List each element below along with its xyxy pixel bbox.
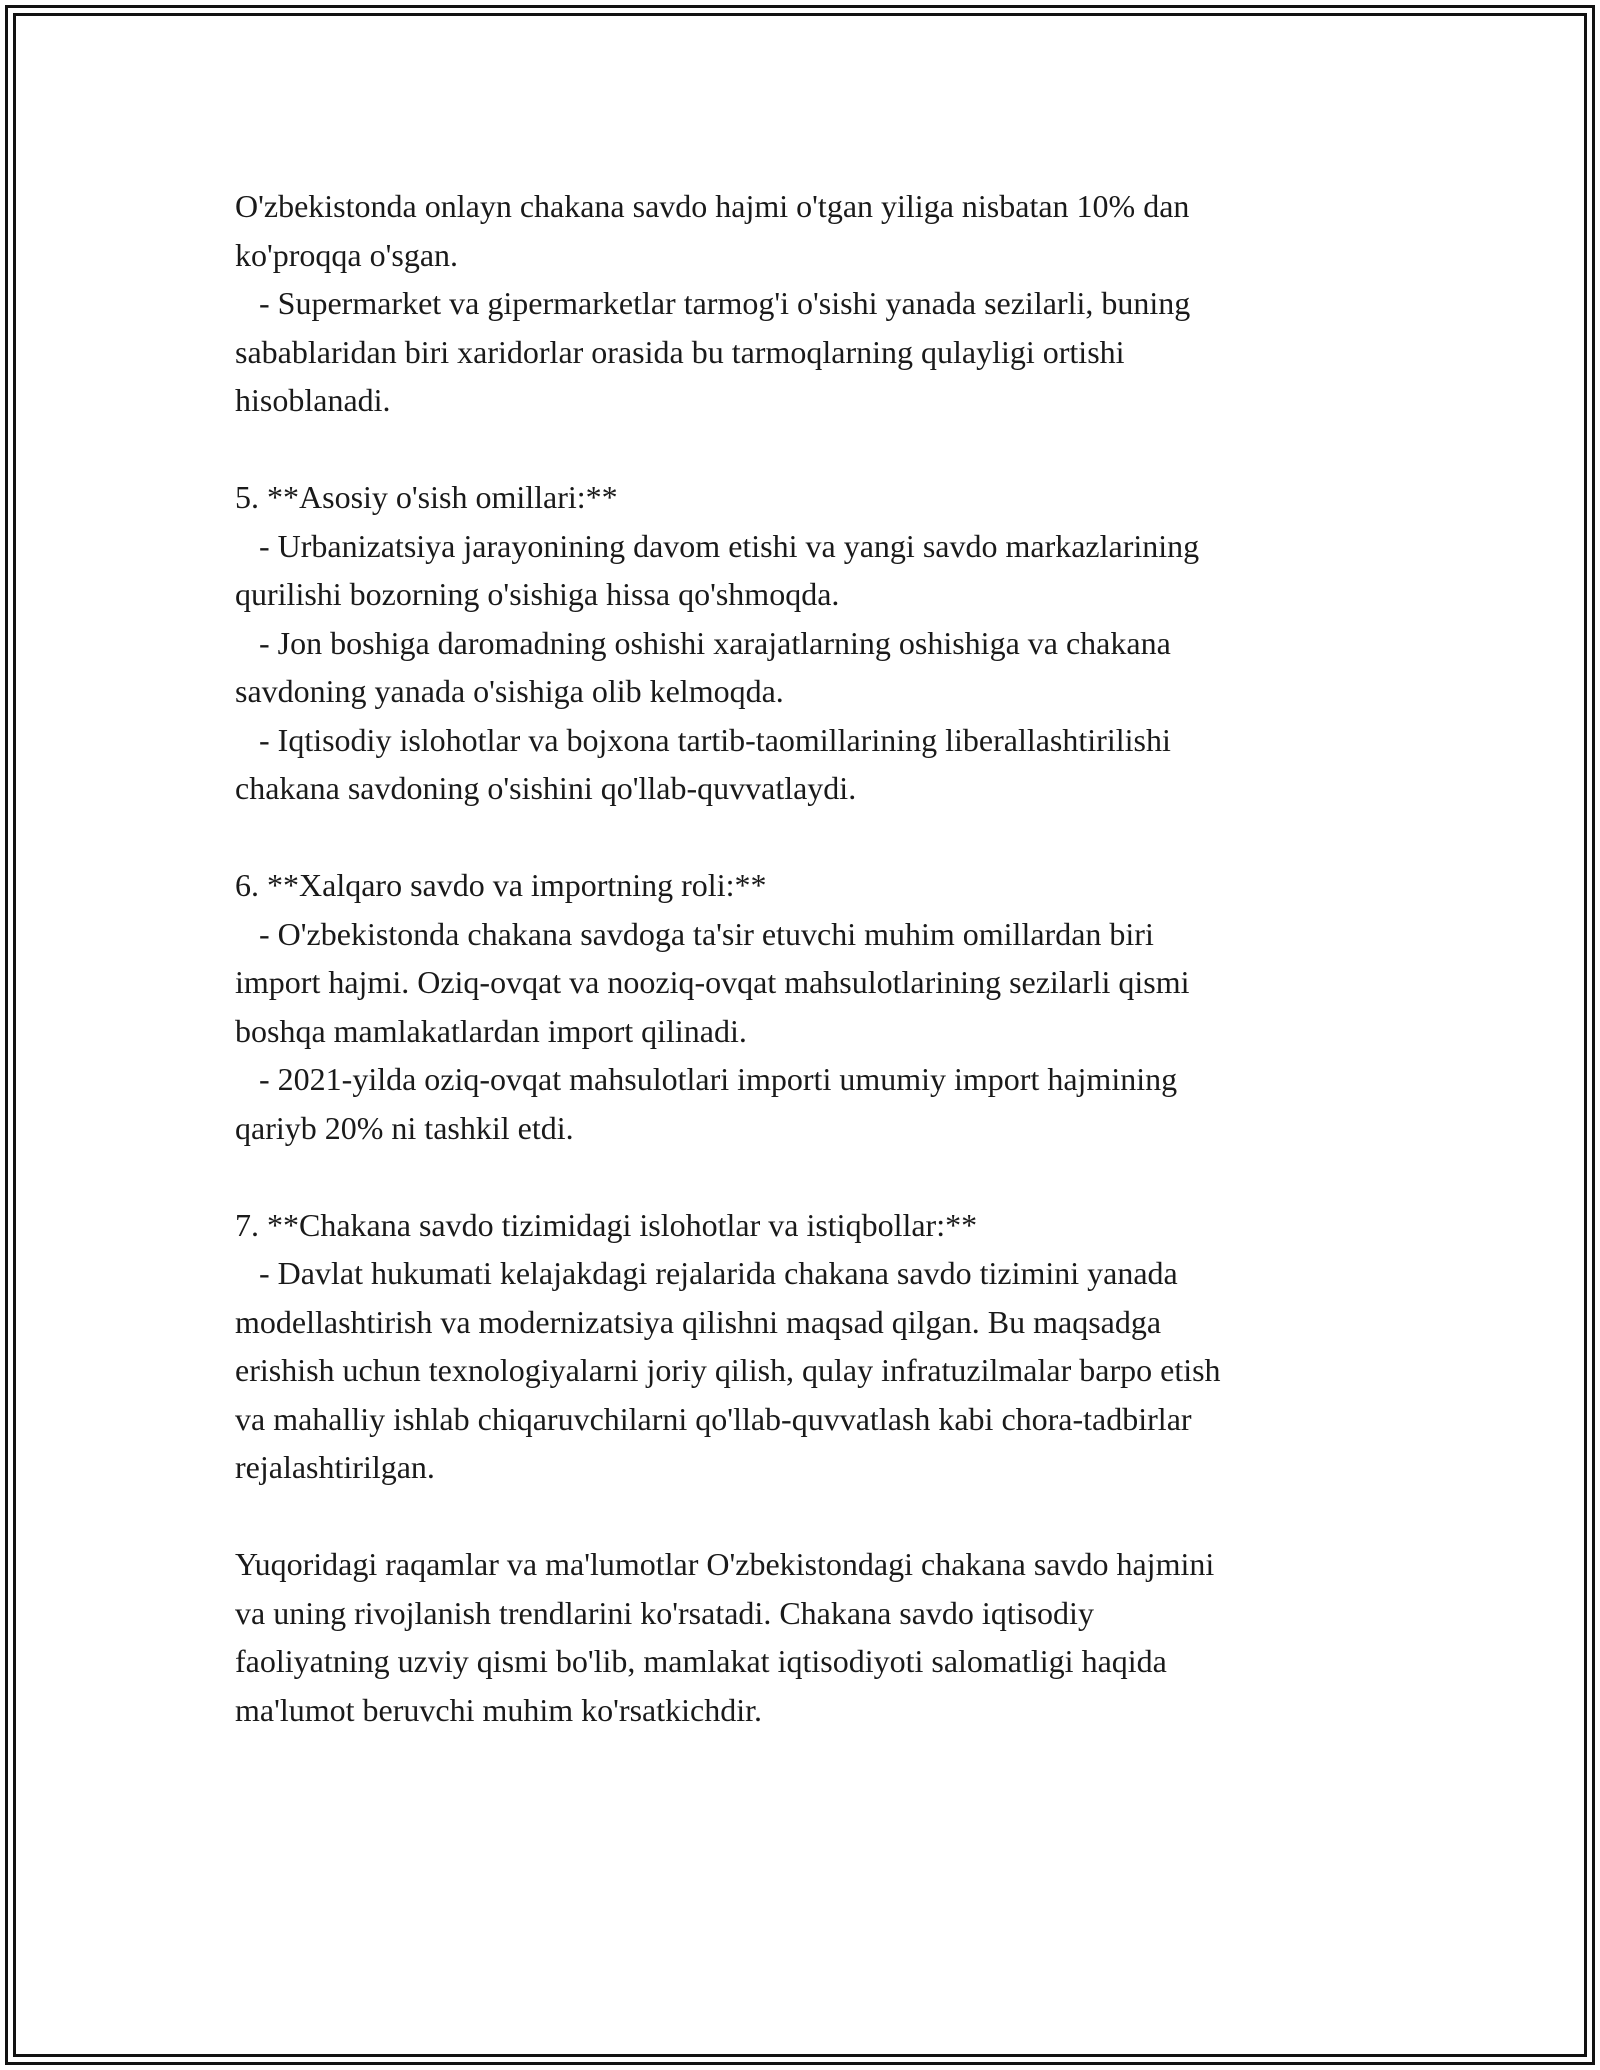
text-line: import hajmi. Oziq-ovqat va nooziq-ovqat mahsulotlarining sezilarli qismi bbox=[235, 964, 1190, 1000]
text-line: savdoning yanada o'sishiga olib kelmoqda. bbox=[235, 673, 784, 709]
text-line: ko'proqqa o'sgan. bbox=[235, 236, 459, 273]
text-line: modellashtirish va modernizatsiya qilishni maqsad qilgan. Bu maqsadga bbox=[235, 1303, 1162, 1340]
section-heading: 6. **Xalqaro savdo va importning roli:** bbox=[235, 867, 767, 903]
text-line: - Jon boshiga daromadning oshishi xarajatlarning oshishiga va chakana bbox=[235, 624, 1171, 661]
text-line: O'zbekistonda onlayn chakana savdo hajmi o'tgan yiliga nisbatan 10% dan bbox=[235, 188, 1190, 224]
text-line: faoliyatning uzviy qismi bo'lib, mamlakat iqtisodiyoti salomatligi haqida bbox=[235, 1643, 1167, 1679]
blank-line bbox=[235, 1492, 1385, 1541]
text-line: va uning rivojlanish trendlarini ko'rsatadi. Chakana savdo iqtisodiy bbox=[235, 1594, 1094, 1631]
text-line: ma'lumot beruvchi muhim ko'rsatkichdir. bbox=[235, 1691, 762, 1728]
section-heading: 5. **Asosiy o'sish omillari:** bbox=[235, 479, 618, 515]
text-line: - Davlat hukumati kelajakdagi rejalarida chakana savdo tizimini yanada bbox=[235, 1255, 1178, 1291]
text-line: Yuqoridagi raqamlar va ma'lumotlar O'zbekistondagi chakana savdo hajmini bbox=[235, 1546, 1215, 1582]
text-line: - Iqtisodiy islohotlar va bojxona tartib-taomillarining liberallashtirilishi bbox=[235, 721, 1171, 758]
document-body bbox=[235, 182, 1385, 1734]
text-line: hisoblanadi. bbox=[235, 382, 391, 418]
text-line: - O'zbekistonda chakana savdoga ta'sir etuvchi muhim omillardan biri bbox=[235, 915, 1154, 952]
text-line: boshqa mamlakatlardan import qilinadi. bbox=[235, 1012, 747, 1049]
text-line: qurilishi bozorning o'sishiga hissa qo'shmoqda. bbox=[235, 576, 840, 612]
blank-line bbox=[235, 1152, 1385, 1201]
text-line: sabablaridan biri xaridorlar orasida bu tarmoqlarning qulayligi ortishi bbox=[235, 333, 1125, 370]
text-line: erishish uchun texnologiyalarni joriy qilish, qulay infratuzilmalar barpo etish bbox=[235, 1352, 1221, 1388]
blank-line bbox=[235, 813, 1385, 862]
text-line: - Urbanizatsiya jarayonining davom etishi va yangi savdo markazlarining bbox=[235, 527, 1200, 564]
text-line: - Supermarket va gipermarketlar tarmog'i o'sishi yanada sezilarli, buning bbox=[235, 285, 1191, 321]
text-line: - 2021-yilda oziq-ovqat mahsulotlari importi umumiy import hajmining bbox=[235, 1061, 1178, 1097]
text-line: qariyb 20% ni tashkil etdi. bbox=[235, 1109, 574, 1146]
section-heading: 7. **Chakana savdo tizimidagi islohotlar va istiqbollar:** bbox=[235, 1206, 978, 1243]
text-line: chakana savdoning o'sishini qo'llab-quvvatlaydi. bbox=[235, 770, 857, 806]
text-line: rejalashtirilgan. bbox=[235, 1449, 435, 1485]
text-line: va mahalliy ishlab chiqaruvchilarni qo'llab-quvvatlash kabi chora-tadbirlar bbox=[235, 1400, 1192, 1437]
blank-line bbox=[235, 425, 1385, 474]
